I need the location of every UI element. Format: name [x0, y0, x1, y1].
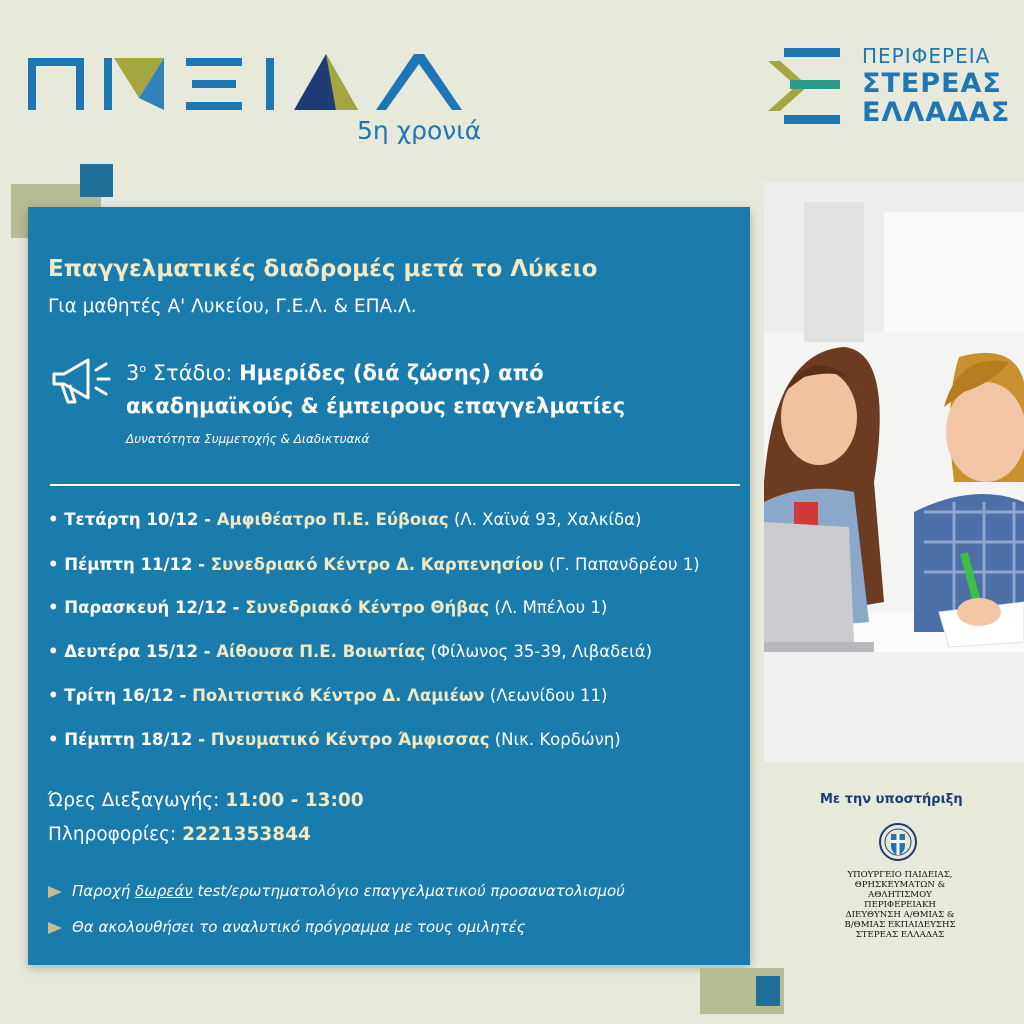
note-free-test: Παροχή δωρεάν test/ερωτηματολόγιο επαγγελματικού προσανατολισμού	[48, 882, 625, 900]
ministry-line: Β/ΘΜΙΑΣ ΕΚΠΑΙΔΕΥΣΗΣ	[844, 920, 956, 930]
info-line: Πληροφορίες: 2221353844	[48, 824, 311, 845]
stage-note: Δυνατότητα Συμμετοχής & Διαδικτυακά	[126, 432, 370, 446]
ministry-line: ΣΤΕΡΕΑΣ ΕΛΛΑΔΑΣ	[855, 930, 945, 940]
region-line2: ΣΤΕΡΕΑΣ	[862, 68, 1002, 99]
note-program: Θα ακολουθήσει το αναλυτικό πρόγραμμα με τους ομιλητές	[48, 918, 526, 936]
stage-line2: ακαδημαϊκούς & έμπειρους επαγγελματίες	[126, 394, 626, 418]
event-item: • Πέμπτη 18/12 - Πνευματικό Κέντρο Άμφισσας (Νικ. Κορδώνη)	[48, 730, 621, 749]
event-card	[28, 207, 750, 965]
region-line1: ΠΕΡΙΦΕΡΕΙΑ	[862, 44, 991, 68]
event-item: • Τρίτη 16/12 - Πολιτιστικό Κέντρο Δ. Λαμιέων (Λεωνίδου 11)	[48, 686, 608, 705]
megaphone-icon	[48, 352, 112, 408]
logo-tagline: 5η χρονιά	[357, 116, 482, 145]
region-sigma-logo	[764, 44, 854, 128]
hours-line: Ώρες Διεξαγωγής: 11:00 - 13:00	[48, 790, 364, 811]
deco-square-blue	[80, 164, 113, 197]
region-line3: ΕΛΛΑΔΑΣ	[862, 97, 1011, 128]
ministry-line: ΥΠΟΥΡΓΕΙΟ ΠΑΙΔΕΙΑΣ,	[847, 870, 953, 880]
ministry-line: ΑΘΛΗΤΙΣΜΟΥ	[868, 890, 932, 900]
card-divider	[50, 484, 740, 486]
support-label: Με την υποστήριξη	[820, 792, 963, 807]
arrow-icon	[48, 922, 62, 934]
arrow-icon	[48, 886, 62, 898]
greek-coat-of-arms-icon	[878, 822, 918, 862]
deco-square-blue	[756, 976, 780, 1006]
event-item: • Δευτέρα 15/12 - Αίθουσα Π.Ε. Βοιωτίας (Φίλωνος 35-39, Λιβαδειά)	[48, 642, 653, 661]
event-item: • Πέμπτη 11/12 - Συνεδριακό Κέντρο Δ. Καρπενησίου (Γ. Παπανδρέου 1)	[48, 555, 700, 574]
ministry-line: ΘΡΗΣΚΕΥΜΑΤΩΝ &	[854, 880, 946, 890]
event-item: • Τετάρτη 10/12 - Αμφιθέατρο Π.Ε. Εύβοιας (Λ. Χαϊνά 93, Χαλκίδα)	[48, 510, 642, 529]
card-subheading: Για μαθητές Α' Λυκείου, Γ.Ε.Λ. & ΕΠΑ.Λ.	[48, 296, 417, 317]
ministry-line: ΠΕΡΙΦΕΡΕΙΑΚΗ	[864, 900, 936, 910]
event-item: • Παρασκευή 12/12 - Συνεδριακό Κέντρο Θήβας (Λ. Μπέλου 1)	[48, 598, 608, 617]
stage-line1: $3^o$ Στάδιο: Ημερίδες (διά ζώσης) από	[126, 361, 544, 385]
card-heading: Επαγγελματικές διαδρομές μετά το Λύκειο	[48, 256, 598, 282]
ministry-line: ΔΙΕΥΘΥΝΣΗ Α/ΘΜΙΑΣ &	[845, 910, 955, 920]
students-photo	[764, 182, 1024, 762]
